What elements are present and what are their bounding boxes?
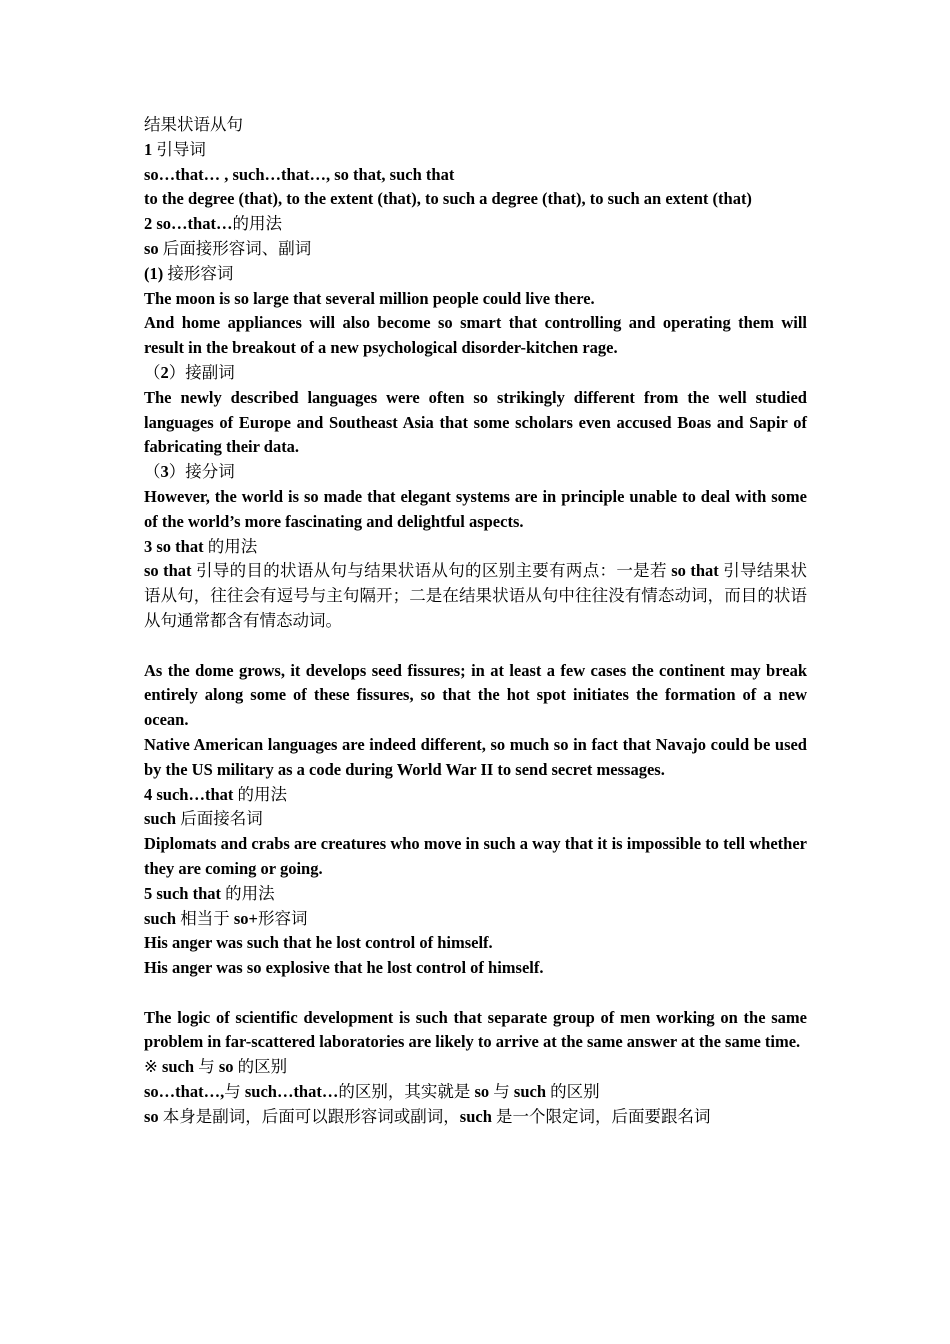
example-sentence: However, the world is so made that elegant systems are in principle unable to deal with some of the world’s more fascinating and delightful aspects.: [144, 486, 807, 531]
difference-heading: [144, 1055, 807, 1080]
such-note-text: 后面接名词: [176, 809, 263, 829]
so-keyword: so: [218, 1057, 234, 1077]
so-that-keyword: so that: [671, 561, 719, 581]
subsection-1-text: 接形容词: [163, 263, 234, 283]
such-that-pattern: such…that…: [244, 1082, 339, 1102]
subsection-1-number: (1): [144, 263, 164, 283]
such-keyword: such: [144, 908, 177, 928]
subsection-1-heading: [144, 262, 807, 287]
difference-text: 的区别，其实就是: [338, 1082, 475, 1102]
conjunction-list-2: to the degree (that), to the extent (that), to such a degree (that), to such an extent (that): [144, 189, 752, 209]
subsection-2-open-paren: （: [144, 362, 161, 382]
section-3-heading-text: 的用法: [203, 536, 258, 556]
example-sentence: Native American languages are indeed different, so much so in fact that Navajo could be used by the US military as a code during World War II to send secret messages.: [144, 734, 807, 779]
difference-text: 与: [194, 1057, 219, 1077]
section-2-heading: [144, 212, 807, 237]
subsection-3-number: 3: [160, 462, 169, 482]
so-keyword: so: [144, 1106, 159, 1126]
section-3-heading: [144, 535, 807, 560]
so-keyword: so: [474, 1082, 490, 1102]
reference-mark-icon: ※: [144, 1057, 162, 1077]
such-keyword: such: [144, 809, 177, 829]
section-2-heading-bold: 2 so…that…: [144, 214, 233, 234]
so-note-text: 后面接形容词、副词: [158, 238, 312, 258]
difference-text: 与: [489, 1082, 514, 1102]
example-sentence: The newly described languages were often so strikingly different from the well studied languages of Europe and Southeast Asia that some scholars even accused Boas and Sapir of fabricating their data.: [144, 387, 807, 457]
so-that-pattern: so…that…,: [144, 1082, 225, 1102]
section-4-heading-bold: 4 such…that: [144, 784, 234, 804]
such-keyword: such: [161, 1057, 195, 1077]
so-plus-keyword: so+: [233, 908, 258, 928]
difference-text: 与: [224, 1082, 245, 1102]
difference-text: 的区别: [546, 1082, 600, 1102]
section-5-such-note: [144, 907, 807, 932]
conjunction-list-1: so…that… , such…that…, so that, such that: [144, 164, 455, 184]
section-4-heading-text: 的用法: [233, 784, 288, 804]
example-sentence: His anger was so explosive that he lost control of himself.: [144, 958, 544, 978]
difference-text: 是一个限定词，后面要跟名词: [491, 1106, 711, 1126]
subsection-2-text: ）接副词: [168, 362, 235, 382]
section-1-number: 1: [144, 139, 153, 159]
such-keyword: such: [459, 1106, 492, 1126]
section-3-heading-bold: 3 so that: [144, 536, 204, 556]
so-that-keyword: so that: [144, 561, 192, 581]
subsection-2-heading: [144, 361, 807, 386]
section-5-heading-text: 的用法: [221, 883, 275, 903]
section-5-heading-bold: 5 such that: [144, 883, 222, 903]
example-sentence: The moon is so large that several million people could live there.: [144, 288, 595, 308]
such-keyword: such: [513, 1082, 547, 1102]
such-note-text: 相当于: [176, 908, 234, 928]
section-3-explanation: [144, 559, 807, 633]
example-sentence: And home appliances will also become so smart that controlling and operating them will result in the breakout of a new psychological disorder-kitchen rage.: [144, 313, 807, 358]
section-4-heading: [144, 783, 807, 808]
example-sentence: As the dome grows, it develops seed fissures; in at least a few cases the continent may break entirely along some of these fissures, so that the hot spot initiates the formation of a new ocean.: [144, 660, 807, 730]
difference-line-1: [144, 1080, 807, 1105]
difference-text: 的区别: [233, 1057, 288, 1077]
difference-line-2: [144, 1105, 807, 1130]
section-5-heading: [144, 882, 807, 907]
subsection-3-open-paren: （: [144, 462, 161, 482]
example-sentence: Diplomats and crabs are creatures who move in such a way that it is impossible to tell whether they are coming or going.: [144, 834, 807, 878]
so-keyword: so: [144, 238, 159, 258]
document-title: 结果状语从句: [144, 115, 243, 134]
section-2-so-note: [144, 237, 807, 262]
document-page: [144, 113, 807, 1130]
example-sentence: His anger was such that he lost control of himself.: [144, 933, 493, 953]
explanation-text: 引导的目的状语从句与结果状语从句的区别主要有两点：一是若: [191, 561, 672, 581]
blank-line: [144, 981, 807, 1006]
blank-line: [144, 634, 807, 659]
subsection-3-heading: [144, 460, 807, 485]
explanation-text: 引导结果状语从句，往往会有逗号与主句隔开；二是在结果状语从句中往往没有情态动词，而目的状语从句通常都含有情态动词。: [144, 561, 808, 630]
subsection-2-number: 2: [160, 362, 169, 382]
difference-text: 本身是副词，后面可以跟形容词或副词，: [158, 1106, 460, 1126]
example-sentence: The logic of scientific development is such that separate group of men working on the same problem in far-scattered laboratories are likely to arrive at the same answer at the same time.: [144, 1007, 807, 1052]
section-2-heading-text: 的用法: [232, 214, 282, 234]
section-1-heading-text: 引导词: [152, 139, 206, 159]
section-4-such-note: [144, 807, 807, 832]
subsection-3-text: ）接分词: [168, 462, 235, 482]
section-1-heading: [144, 138, 807, 163]
adjective-text: 形容词: [257, 908, 308, 928]
